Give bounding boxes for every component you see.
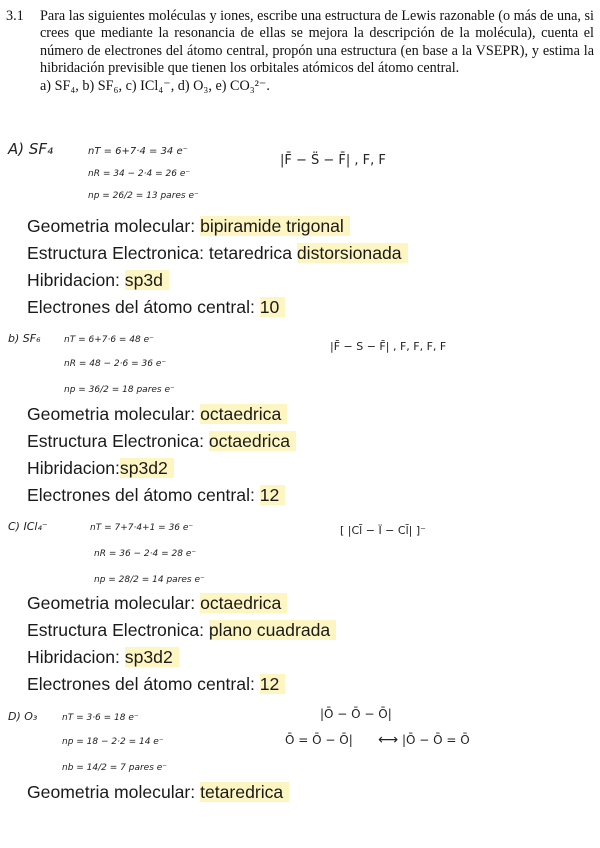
electrons-line-b xyxy=(27,484,285,506)
hand-nt-b: nT = 6+7·6 = 48 e⁻ xyxy=(64,335,154,345)
question-block xyxy=(6,8,594,95)
hybridization-line-a xyxy=(27,269,169,291)
hybridization-label-c: Hibridacion: xyxy=(27,647,125,667)
geometry-line-d xyxy=(27,781,289,803)
hybridization-value-b: sp3d2 xyxy=(120,458,174,478)
geometry-value-a: bipiramide trigonal xyxy=(200,216,350,236)
geometry-line-b xyxy=(27,403,287,425)
hand-resonance-arrow: ⟷ xyxy=(378,732,399,748)
hand-np-d: np = 18 − 2·2 = 14 e⁻ xyxy=(62,737,164,747)
hand-nr-c: nR = 36 − 2·4 = 28 e⁻ xyxy=(94,549,197,559)
hybridization-value-a: sp3d xyxy=(125,270,169,290)
structure-line-a xyxy=(27,242,408,264)
hand-label-c: C) ICl₄⁻ xyxy=(8,520,48,533)
question-text: Para las siguientes moléculas y iones, escribe una estructura de Lewis razonable (o más de una, si crees que mediante la resonancia de ellas se mejora la descripción de la molécula), cuenta el número de electrones del átomo central, propón una estructura (en base a la VSEPR), y estima la hibridación previsible que tienen los orbitales atómicos del átomo central. xyxy=(40,8,594,77)
geometry-label-c: Geometria molecular: xyxy=(27,593,201,613)
electrons-value-b: 12 xyxy=(260,485,286,505)
electrons-line-a xyxy=(27,296,285,318)
structure-line-b xyxy=(27,430,296,452)
structure-value-c: plano cuadrada xyxy=(209,620,336,640)
handwritten-work-c xyxy=(0,506,600,592)
hand-label-b: b) SF₆ xyxy=(8,332,41,345)
hybridization-line-c xyxy=(27,646,179,668)
hand-nr-a: nR = 34 − 2·4 = 26 e⁻ xyxy=(88,169,191,179)
geometry-label-a: Geometria molecular: xyxy=(27,216,201,236)
hand-np-c: np = 28/2 = 14 pares e⁻ xyxy=(94,575,205,585)
geometry-line-a xyxy=(27,215,350,237)
structure-label-c: Estructura Electronica: xyxy=(27,620,209,640)
hand-nr-b: nR = 48 − 2·6 = 36 e⁻ xyxy=(64,359,167,369)
hybridization-line-b xyxy=(27,457,174,479)
hand-nt-d: nT = 3·6 = 18 e⁻ xyxy=(62,713,139,723)
hand-lewis-d1: |Ō − Ō − Ō| xyxy=(320,707,392,721)
hand-lewis-d2: Ō = Ō − Ō| xyxy=(285,733,353,747)
structure-label-b: Estructura Electronica: xyxy=(27,431,209,451)
structure-label-a: Estructura Electronica: tetaredrica xyxy=(27,243,297,263)
hybridization-label-b: Hibridacion: xyxy=(27,458,120,478)
electrons-line-c xyxy=(27,673,285,695)
hand-nb-d: nb = 14/2 = 7 pares e⁻ xyxy=(62,763,168,773)
geometry-value-d: tetaredrica xyxy=(200,782,289,802)
electrons-label-a: Electrones del átomo central: xyxy=(27,297,260,317)
geometry-value-b: octaedrica xyxy=(200,404,287,424)
hand-nt-c: nT = 7+7·4+1 = 36 e⁻ xyxy=(90,523,194,533)
hand-lewis-a: |F̄ − S̈ − F̄| , F, F xyxy=(280,153,386,168)
electrons-value-c: 12 xyxy=(260,674,286,694)
question-items: a) SF₄, b) SF₆, c) ICl₄⁻, d) O₃, e) CO₃²⁻. xyxy=(40,77,270,94)
geometry-label-b: Geometria molecular: xyxy=(27,404,201,424)
hybridization-value-c: sp3d2 xyxy=(125,647,179,667)
handwritten-work-d xyxy=(0,698,600,778)
electrons-label-c: Electrones del átomo central: xyxy=(27,674,260,694)
structure-value-b: octaedrica xyxy=(209,431,296,451)
electrons-value-a: 10 xyxy=(260,297,286,317)
handwritten-work-a xyxy=(0,130,600,208)
structure-value-a: distorsionada xyxy=(297,243,408,263)
structure-line-c xyxy=(27,619,336,641)
geometry-label-d: Geometria molecular: xyxy=(27,782,201,802)
hand-np-a: np = 26/2 = 13 pares e⁻ xyxy=(88,191,199,201)
hand-lewis-c: [ |Cl̄ − Ï − Cl̄| ]⁻ xyxy=(340,524,426,537)
hand-label-d: D) O₃ xyxy=(8,710,38,723)
hand-nt-a: nT = 6+7·4 = 34 e⁻ xyxy=(88,146,188,157)
hybridization-label-a: Hibridacion: xyxy=(27,270,125,290)
hand-np-b: np = 36/2 = 18 pares e⁻ xyxy=(64,385,175,395)
hand-lewis-d3: |Ō − Ō = Ō xyxy=(402,733,470,747)
hand-lewis-b: |F̄ − S − F̄| , F, F, F, F xyxy=(330,340,447,353)
question-number: 3.1 xyxy=(6,8,24,24)
handwritten-work-b xyxy=(0,316,600,402)
geometry-line-c xyxy=(27,592,287,614)
hand-label-a: A) SF₄ xyxy=(8,140,54,158)
electrons-label-b: Electrones del átomo central: xyxy=(27,485,260,505)
geometry-value-c: octaedrica xyxy=(200,593,287,613)
